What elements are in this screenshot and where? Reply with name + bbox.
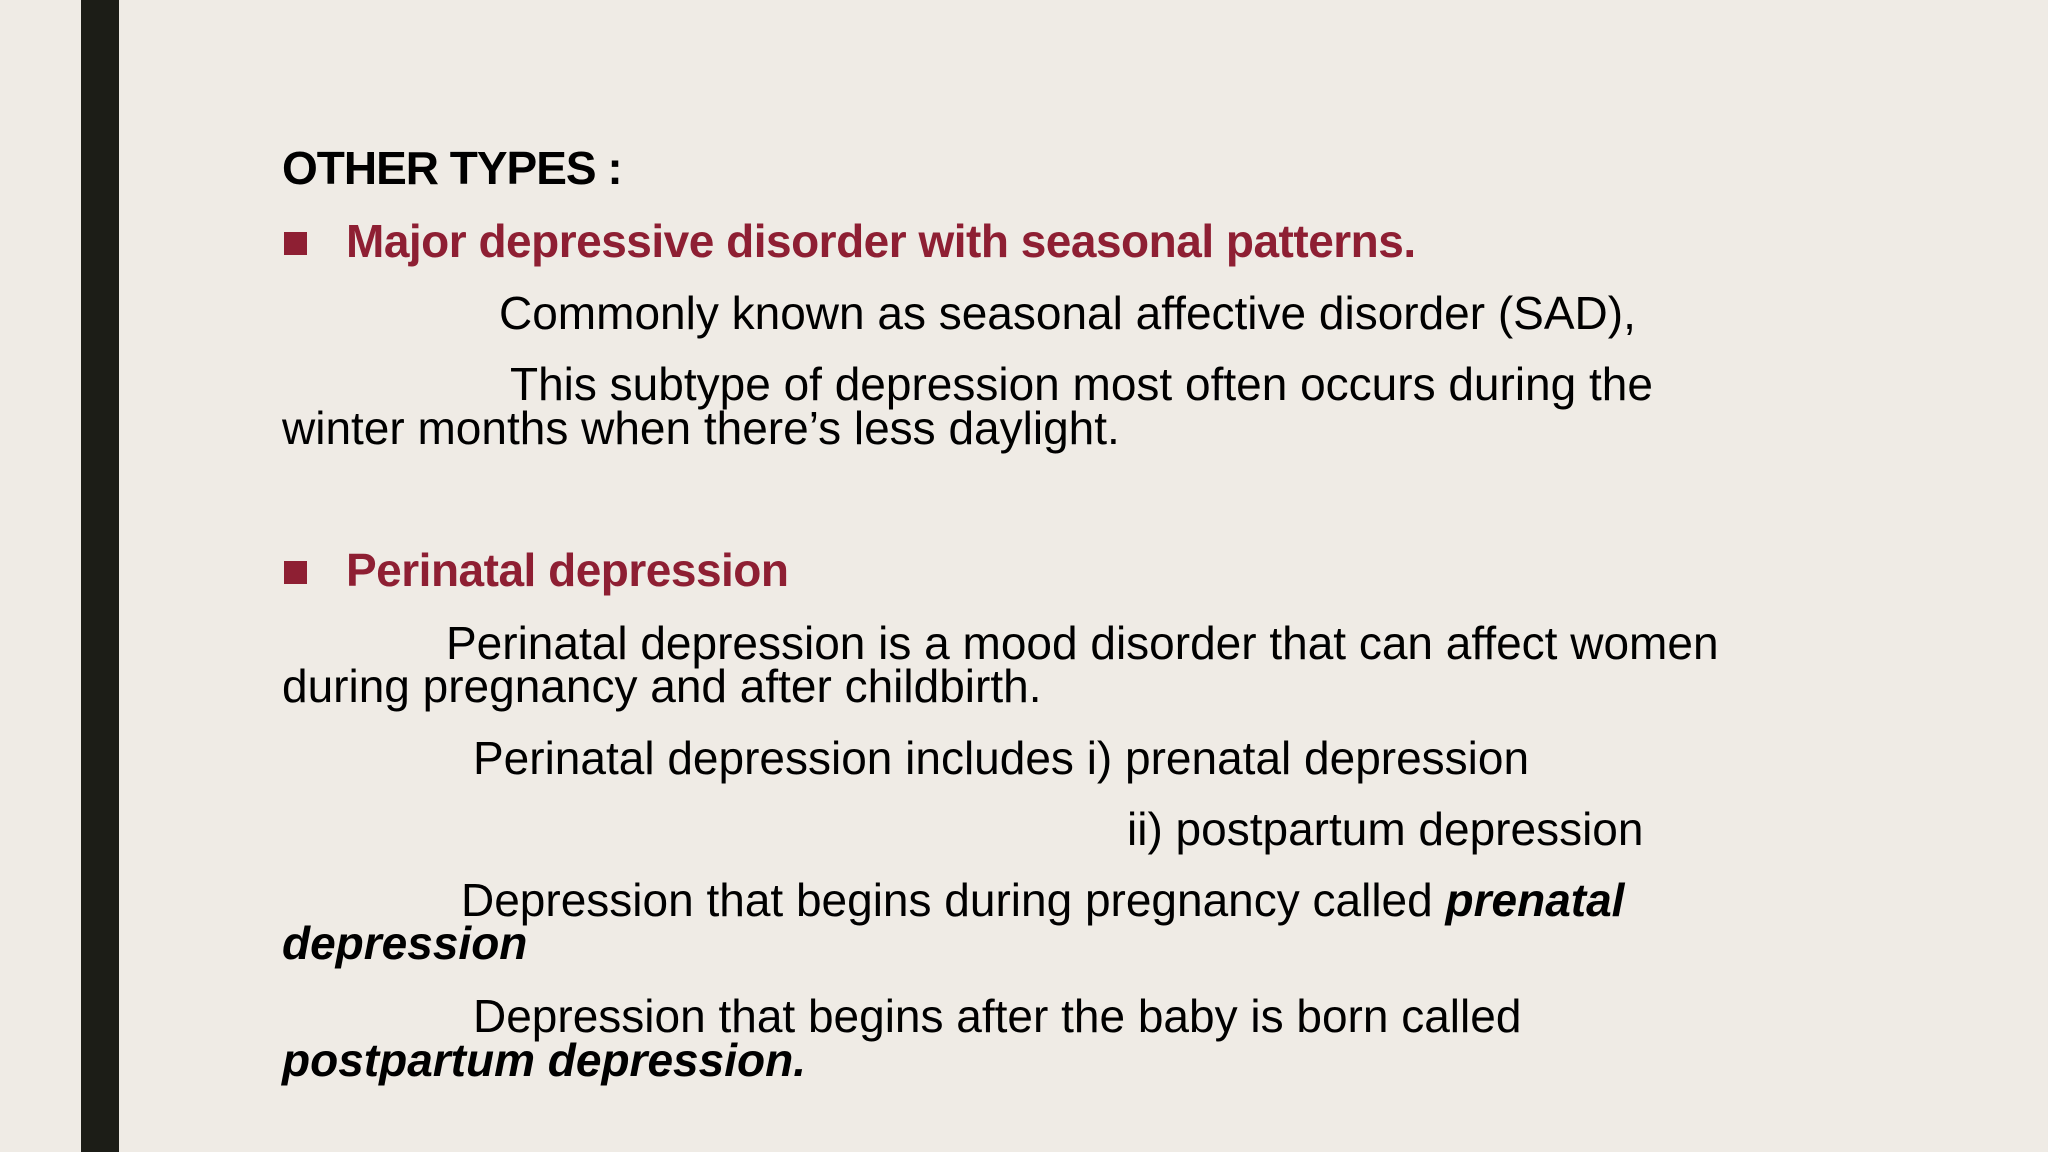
seasonal-line-3: winter months when there’s less daylight. [282,402,1120,454]
prenatal-definition-text: Depression that begins during pregnancy called [461,874,1446,926]
postpartum-term: postpartum depression. [282,1034,806,1086]
prenatal-definition-line [461,874,1625,926]
slide-heading: OTHER TYPES : [282,142,622,194]
square-bullet-icon [284,561,307,584]
perinatal-includes-item-2: ii) postpartum depression [1127,803,1644,855]
section-title-perinatal: Perinatal depression [346,544,789,596]
prenatal-term: prenatal [1445,874,1625,926]
prenatal-term-continued: depression [282,917,528,969]
perinatal-line-2: during pregnancy and after childbirth. [282,660,1042,712]
section-title-seasonal: Major depressive disorder with seasonal patterns. [346,215,1416,267]
seasonal-line-1: Commonly known as seasonal affective disorder (SAD), [499,287,1636,339]
seasonal-line-2: This subtype of depression most often occurs during the [510,358,1653,410]
square-bullet-icon [284,232,307,255]
postpartum-definition-line: Depression that begins after the baby is born called [473,990,1522,1042]
perinatal-includes-line: Perinatal depression includes i) prenatal depression [473,732,1530,784]
perinatal-line-1: Perinatal depression is a mood disorder that can affect women [446,617,1719,669]
